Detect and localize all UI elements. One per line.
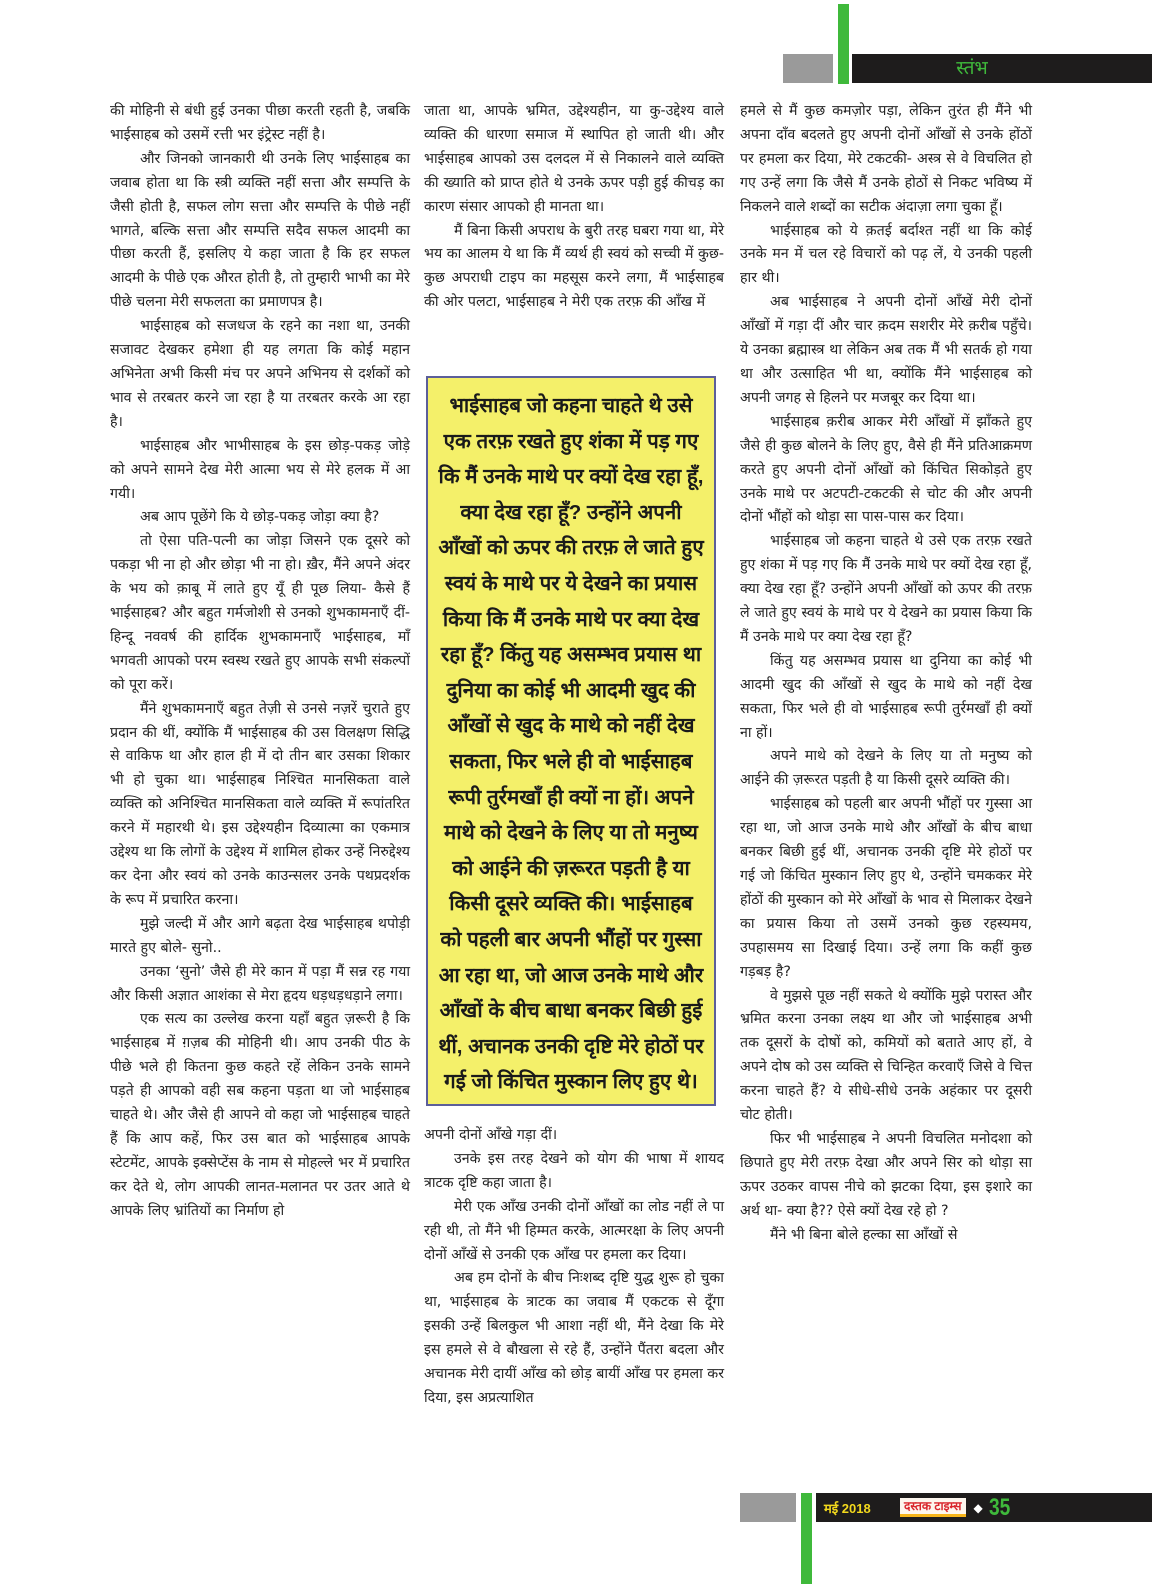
header-accent-bar — [838, 4, 849, 84]
paragraph: अब आप पूछेंगे कि ये छोड़-पकड़ जोड़ा क्या है? — [140, 509, 380, 526]
paragraph: फिर भी भाईसाहब ने अपनी विचलित मनोदशा को छिपाते हुए मेरी तरफ़ देखा और अपने सिर को थोड़ा सा ऊपर उठकर वापस नीचे को झटका दिया, इस इशारे का अर्थ था- क्या है?? ऐसे क्यों देख रहे हो ? — [740, 1130, 1032, 1219]
footer-accent-bar — [801, 1493, 812, 1584]
footer-band — [816, 1493, 1152, 1522]
pull-quote-text: भाईसाहब जो कहना चाहते थे उसे एक तरफ़ रखते हुए शंका में पड़ गए कि मैं उनके माथे पर क्यों देख रहा हूँ, क्या देख रहा हूँ? उन्होंने अपनी आँखों को ऊपर की तरफ़ ले जाते हुए स्वयं के माथे पर ये देखने का प्रयास किया कि मैं उनके माथे पर क्या देख रहा हूँ? किंतु यह असम्भव प्रयास था दुनिया का कोई भी आदमी खुद की आँखों से खुद के माथे को नहीं देख सकता, फिर भले ही वो भाईसाहब रूपी तुर्रमखाँ ही क्यों ना हों। अपने माथे को देखने के लिए या तो मनुष्य को आईने की ज़रूरत पड़ती है या किसी दूसरे व्यक्ति की। भाईसाहब को पहली बार अपनी भौंहों पर गुस्सा आ रहा था, जो आज उनके माथे और आँखों के बीच बाधा बनकर बिछी हुई थीं, अचानक उनकी दृष्टि मेरे होठों पर गई जो किंचित मुस्कान लिए हुए थे। — [438, 394, 704, 1094]
article-column-2-top — [424, 100, 724, 315]
paragraph: जाता था, आपके भ्रमित, उद्देश्यहीन, या कु-उद्देश्य वाले व्यक्ति की धारणा समाज में स्थापित हो जाती थी। और भाईसाहब आपको उस दलदल में से निकालने वाले व्यक्ति की ख्याति को प्राप्त होते थे उनके ऊपर पड़ी हुई कीचड़ का कारण संसार आपको ही मानता था। — [424, 103, 724, 215]
pull-quote-box — [426, 376, 716, 1106]
paragraph: उनके इस तरह देखने को योग की भाषा में शायद त्राटक दृष्टि कहा जाता है। — [424, 1150, 724, 1191]
magazine-logo: दस्तक टाइम्स — [900, 1498, 966, 1517]
header-band — [852, 54, 1152, 83]
diamond-separator-icon: ◆ — [973, 1500, 983, 1515]
paragraph: मुझे जल्दी में और आगे बढ़ता देख भाईसाहब थपोड़ी मारते हुए बोले- सुनो.. — [110, 915, 410, 956]
paragraph: और जिनको जानकारी थी उनके लिए भाईसाहब का जवाब होता था कि स्त्री व्यक्ति नहीं सत्ता और सम्पत्ति के जैसी होती है, सफल लोग सत्ता और सम्पत्ति के पीछे नहीं भागते, बल्कि सत्ता और सम्पत्ति सदैव सफल आदमी का पीछा करती हैं, इसलिए ये कहा जाता है कि हर सफल आदमी के पीछे एक औरत होती है, तो तुम्हारी भाभी का मेरे पीछे चलना मेरी सफलता का प्रमाणपत्र है। — [110, 150, 410, 311]
issue-date: मई 2018 — [824, 1500, 871, 1516]
paragraph: वे मुझसे पूछ नहीं सकते थे क्योंकि मुझे परास्त और भ्रमित करना उनका लक्ष्य था और जो भाईसाहब अभी तक दूसरों के दोषों को, कमियों को बताते आए हों, वे अपने दोष को उस व्यक्ति से चिन्हित करवाएँ जिसे वे चित्त करना चाहते हैं? ये सीधे-सीधे उनके अहंकार पर दूसरी चोट होती। — [740, 987, 1032, 1124]
paragraph: तो ऐसा पति-पत्नी का जोड़ा जिसने एक दूसरे को पकड़ा भी ना हो और छोड़ा भी ना हो। ख़ैर, मैंने अपने अंदर के भय को क़ाबू में लाते हुए यूँ ही पूछ लिया- कैसे हैं भाईसाहब? और बहुत गर्मजोशी से उनको शुभकामनाएँ दीं- हिन्दू नववर्ष की हार्दिक शुभकामनाएँ भाईसाहब, माँ भगवती आपको परम स्वस्थ रखते हुए आपके सभी संकल्पों को पूरा करें। — [110, 533, 410, 693]
paragraph: भाईसाहब को ये क़तई बर्दाश्त नहीं था कि कोई उनके मन में चल रहे विचारों को पढ़ लें, ये उनकी पहली हार थी। — [740, 222, 1032, 287]
paragraph: की मोहिनी से बंधी हुई उनका पीछा करती रहती है, जबकि भाईसाहब को उसमें रत्ती भर इंट्रेस्ट नहीं है। — [110, 103, 410, 143]
section-title: स्तंभ — [956, 57, 988, 79]
paragraph: एक सत्य का उल्लेख करना यहाँ बहुत ज़रूरी है कि भाईसाहब में ग़ज़ब की मोहिनी थी। आप उनकी पीठ के पीछे भले ही कितना कुछ कहते रहें लेकिन उनके सामने पड़ते ही आपको वही सब कहना पड़ता था जो भाईसाहब चाहते थे। और जैसे ही आपने वो कहा जो भाईसाहब चाहते हैं कि आप कहें, फिर उस बात को भाईसाहब आपके स्टेटमेंट, आपके इक्सेप्टेंस के नाम से मोहल्ले भर में प्रचारित कर देते थे, लोग आपकी लानत-मलानत पर उतर आते थे आपके लिए भ्रांतियों का निर्माण हो — [110, 1011, 410, 1219]
paragraph: मेरी एक आँख उनकी दोनों आँखों का लोड नहीं ले पा रही थी, तो मैंने भी हिम्मत करके, आत्मरक्षा के लिए अपनी दोनों आँखें से उनकी एक आँख पर हमला कर दिया। — [424, 1198, 724, 1263]
paragraph: मैंने भी बिना बोले हल्का सा आँखों से — [770, 1226, 958, 1243]
paragraph: अपनी दोनों आँखे गड़ा दीं। — [424, 1127, 558, 1143]
header-gray-block — [783, 54, 833, 83]
paragraph: मैं बिना किसी अपराध के बुरी तरह घबरा गया था, मेरे भय का आलम ये था कि मैं व्यर्थ ही स्वयं को सच्ची में कुछ-कुछ अपराधी टाइप का महसूस करने लगा, मैं भाईसाहब की ओर पलटा, भाईसाहब ने मेरी एक तरफ़ की आँख में — [424, 222, 724, 311]
paragraph: अब हम दोनों के बीच निःशब्द दृष्टि युद्ध शुरू हो चुका था, भाईसाहब के त्राटक का जवाब मैं एकटक से दूँगा इसकी उन्हें बिलकुल भी आशा नहीं थी, मैंने देखा कि मेरे इस हमले से वे बौखला से रहे हैं, उन्होंने पैंतरा बदला और अचानक मेरी दायीं आँख को छोड़ बायीं आँख पर हमला कर दिया, इस अप्रत्याशित — [424, 1270, 725, 1406]
page-number: 35 — [988, 1493, 1011, 1521]
paragraph: मैंने शुभकामनाएँ बहुत तेज़ी से उनसे नज़रें चुराते हुए प्रदान की थीं, क्योंकि मैं भाईसाहब की उस विलक्षण सिद्धि से वाकिफ था और हाल ही में दो तीन बार उसका शिकार भी हो चुका था। भाईसाहब निश्चित मानसिकता वाले व्यक्ति को अनिश्चित मानसिकता वाले व्यक्ति में रूपांतरित करने में महारथी थे। इस उद्देश्यहीन दिव्यात्मा का एकमात्र उद्देश्य था कि लोगों के उद्देश्य में शामिल होकर उन्हें निरुद्देश्य कर देना और स्वयं को उनके काउन्सलर उनके पथप्रदर्शक के रूप में प्रचारित करना। — [110, 700, 410, 908]
paragraph: हमले से मैं कुछ कमज़ोर पड़ा, लेकिन तुरंत ही मैंने भी अपना दाँव बदलते हुए अपनी दोनों आँखों से उनके होंठों पर हमला कर दिया, मेरे टकटकी- अस्त्र से वे विचलित हो गए उन्हें लगा कि जैसे मैं उनके होठों से निकट भविष्य में निकलने वाले शब्दों का सटीक अंदाज़ा लगा चुका हूँ। — [740, 103, 1032, 215]
paragraph: अब भाईसाहब ने अपनी दोनों आँखें मेरी दोनों आँखों में गड़ा दीं और चार क़दम सशरीर मेरे क़रीब पहुँचे। ये उनका ब्रह्मास्त्र था लेकिन अब तक मैं भी सतर्क हो गया था और उत्साहित भी था, क्योंकि मैंने भाईसाहब को अपनी जगह से हिलने पर मजबूर कर दिया था। — [740, 294, 1032, 406]
article-column-3 — [740, 100, 1032, 1248]
paragraph: अपने माथे को देखने के लिए या तो मनुष्य को आईने की ज़रूरत पड़ती है या किसी दूसरे व्यक्ति की। — [740, 748, 1032, 789]
paragraph: भाईसाहब को सजधज के रहने का नशा था, उनकी सजावट देखकर हमेशा ही यह लगता कि कोई महान अभिनेता अभी किसी मंच पर अपने अभिनय से दर्शकों को भाव से तरबतर करने जा रहा है या तरबतर करके आ रहा है। — [110, 318, 410, 430]
article-column-1 — [110, 100, 410, 1224]
paragraph: भाईसाहब क़रीब आकर मेरी आँखों में झाँकते हुए जैसे ही कुछ बोलने के लिए हुए, वैसे ही मैंने प्रतिआक्रमण करते हुए अपनी दोनों आँखों को किंचित सिकोड़ते हुए उनके माथे पर अटपटी-टकटकी से चोट की और अपनी दोनों भौंहों को थोड़ा सा पास-पास कर दिया। — [740, 413, 1032, 526]
paragraph: भाईसाहब और भाभीसाहब के इस छोड़-पकड़ जोड़े को अपने सामने देख मेरी आत्मा भय से मेरे हलक में आ गयी। — [110, 437, 410, 502]
paragraph: उनका ‘सुनो’ जैसे ही मेरे कान में पड़ा मैं सन्न रह गया और किसी अज्ञात आशंका से मेरा हृदय धड़धड़धड़ाने लगा। — [110, 963, 410, 1004]
paragraph: किंतु यह असम्भव प्रयास था दुनिया का कोई भी आदमी खुद की आँखों से खुद के माथे को नहीं देख सकता, फिर भले ही वो भाईसाहब रूपी तुर्रमखाँ ही क्यों ना हों। — [740, 652, 1032, 741]
article-column-2-bottom — [424, 1124, 724, 1411]
paragraph: भाईसाहब जो कहना चाहते थे उसे एक तरफ़ रखते हुए शंका में पड़ गए कि मैं उनके माथे पर क्यों देख रहा हूँ, क्या देख रहा हूँ? उन्होंने अपनी आँखों को ऊपर की तरफ़ ले जाते हुए स्वयं के माथे पर ये देखने का प्रयास किया कि मैं उनके माथे पर क्या देख रहा हूँ? — [740, 533, 1032, 645]
footer-gray-block — [740, 1493, 796, 1522]
paragraph: भाईसाहब को पहली बार अपनी भौंहों पर गुस्सा आ रहा था, जो आज उनके माथे और आँखों के बीच बाधा बनकर बिछी हुई थीं, अचानक उनकी दृष्टि मेरे होठों पर गई जो किंचित मुस्कान लिए हुए थे, उन्होंने चमककर मेरे होंठों की मुस्कान को मेरे आँखों के भाव से मिलाकर देखने का प्रयास किया तो उसमें उनको कुछ रहस्यमय, उपहासमय सा दिखाई दिया। उन्हें लगा कि कहीं कुछ गड़बड़ है? — [740, 796, 1032, 980]
